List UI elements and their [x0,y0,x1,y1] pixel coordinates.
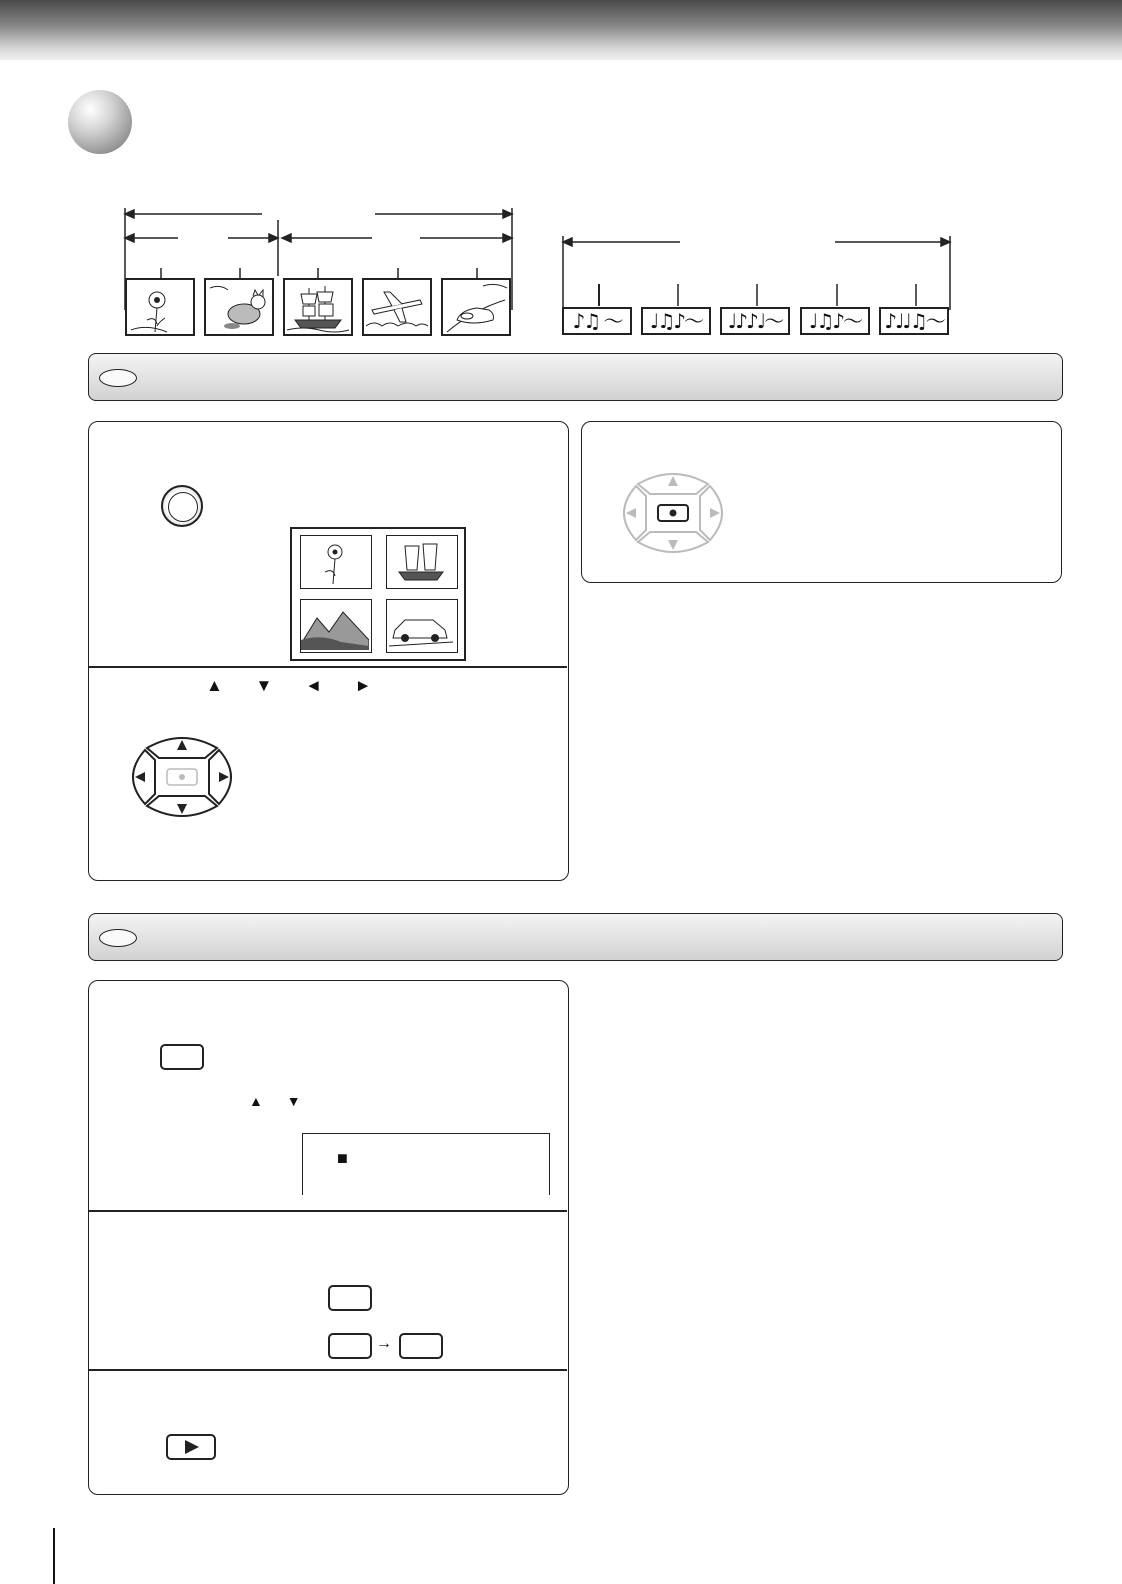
step-divider [89,1210,567,1212]
section-marker-ball [68,90,132,154]
music-track-3 [720,307,790,335]
stop-icon: ■ [337,1148,348,1168]
music-track-5 [879,307,949,335]
picture-frame-cat [204,278,274,336]
music-track-1 [562,307,632,335]
picture-frame-flower [125,278,195,336]
menu-round-button[interactable] [161,485,203,527]
music-notes: ♪♩♩♫～ [884,309,944,333]
number-key-button[interactable] [328,1285,372,1311]
display-key-button[interactable] [160,1044,204,1070]
menu-thumb-mountains[interactable] [300,599,372,653]
disc-type-oval-icon [99,369,137,387]
music-notes: ♪♫ ～ [572,309,622,333]
play-button[interactable] [166,1434,216,1460]
number-key-second[interactable] [399,1333,443,1359]
number-key-first[interactable] [328,1333,372,1359]
play-icon [168,1436,214,1458]
page-header-band [0,0,1122,60]
picture-frame-airplane [362,278,432,336]
page-margin-rule [53,1528,55,1584]
menu-thumb-car[interactable] [386,599,458,653]
music-notes: ♩♪♪♩～ [727,309,783,333]
picture-frame-ship [283,278,353,336]
menu-thumb-flower[interactable] [300,535,372,589]
music-track-2 [641,307,711,335]
menu-screen-preview [290,527,466,661]
section-a-title-bar [88,353,1063,401]
step-divider [89,1369,567,1371]
step-divider [89,666,567,668]
select-arrows-text: ▲ ▼ [249,1093,311,1109]
onscreen-display-box [302,1133,550,1195]
direction-pad [125,732,239,822]
enter-button-diagram [616,468,730,558]
menu-thumb-ship[interactable] [386,535,458,589]
direction-arrows-text: ▲ ▼ ◄ ► [206,676,386,695]
music-notes: ♩♫♪～ [808,309,862,333]
music-track-4 [800,307,870,335]
music-notes: ♩♫♪～ [649,309,703,333]
section-b-title-bar [88,913,1063,961]
disc-type-oval-icon [99,929,137,947]
picture-frame-car [441,278,511,336]
arrow-right-icon: → [376,1335,392,1352]
